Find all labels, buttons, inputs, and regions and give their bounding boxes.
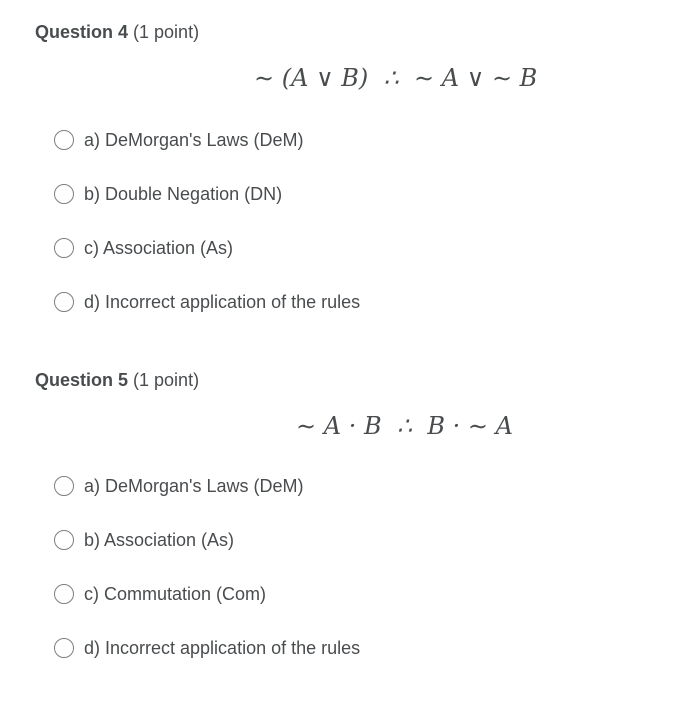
option-label: a) DeMorgan's Laws (DeM) [84,476,304,496]
option-label: a) DeMorgan's Laws (DeM) [84,130,304,150]
question-4-option-b[interactable] [54,181,282,207]
question-5-option-c[interactable] [54,581,266,607]
question-label: Question 5 [35,370,129,390]
question-4-formula: ∼ (A ∨ B) ∴ ∼ A ∨ ∼ B [254,64,538,92]
option-label: b) Double Negation (DN) [84,184,283,204]
option-label: d) Incorrect application of the rules [84,292,361,312]
question-points: (1 point) [133,22,200,42]
question-5-option-d[interactable] [54,635,360,661]
radio-button[interactable] [54,530,74,550]
question-5-option-b[interactable] [54,527,234,553]
radio-button[interactable] [54,130,74,150]
question-4-option-c[interactable] [54,235,233,261]
radio-button[interactable] [54,584,74,604]
question-5-option-a[interactable] [54,473,304,499]
radio-button[interactable] [54,476,74,496]
question-5-formula: ∼ A · B ∴ B · ∼ A [296,412,513,440]
option-label: c) Association (As) [84,238,234,258]
question-4-option-a[interactable] [54,127,304,153]
option-label: b) Association (As) [84,530,235,550]
option-label: c) Commutation (Com) [84,584,267,604]
radio-button[interactable] [54,184,74,204]
question-4-title [35,21,199,43]
question-5-title [35,369,199,391]
question-label: Question 4 [35,22,129,42]
option-label: d) Incorrect application of the rules [84,638,361,658]
radio-button[interactable] [54,238,74,258]
radio-button[interactable] [54,638,74,658]
question-points: (1 point) [133,370,200,390]
question-4-option-d[interactable] [54,289,360,315]
radio-button[interactable] [54,292,74,312]
